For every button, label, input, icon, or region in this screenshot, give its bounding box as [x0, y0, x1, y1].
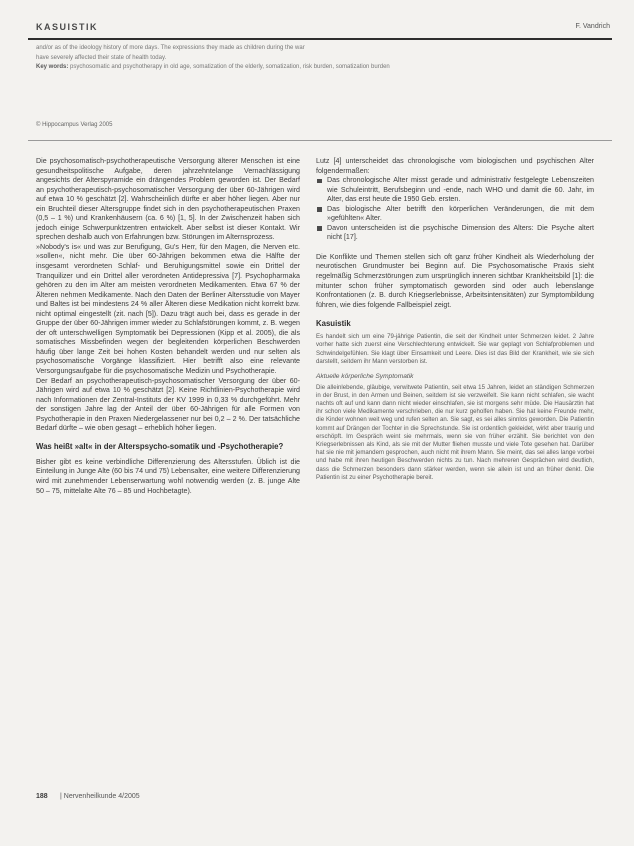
abstract-rule	[28, 140, 612, 141]
age-definition-list	[316, 176, 594, 243]
list-item-text: Davon unterscheiden ist die psychische Dimension des Alters: Die Psyche altert nicht [17].	[327, 223, 594, 242]
header-rule	[28, 38, 612, 40]
bullet-square-icon	[317, 226, 322, 231]
body-paragraph: Der Bedarf an psychotherapeutisch-psychosomatischer Versorgung der über 60-Jährigen wird auf etwa 10 % geschätzt [2]. Keine Richtlinien-Psychotherapie wird nach Informationen der Zentral-Instituts der KV 1999 in 0,33 % durchgeführt. Mehr der sonstigen Jahre lag der Anteil der über 60-Jährigen für alle Formen von Psychotherapie in den Praxen Niedergelassener nur bei 0,2 – 2 %. Der tatsächliche Bedarf dürfte – wie oben gesagt – erheblich höher liegen.	[36, 376, 300, 433]
body-paragraph: »Nobody's is« und was zur Berufigung, Gu's Herr, für den Magen, die Nerven etc. »sollen«, nicht mehr. Die über 60-Jährigen bekommen etwa die Hälfte der insgesamt verordneten Schlaf- und Beruhigungsmittel sowie ein Drittel der Tranquilizer und ein Drittel aller verordneten Antidepressiva [7]. Psychopharmaka gehören zu den im Alter am meisten verordneten Medikamenten. Etwa 67 % der Älteren nehmen Medikamente. Nach den Daten der Berliner Altersstudie von Mayer und Baltes ist bei mindestens 24 % aller Älteren diese Medikation nicht korrekt bzw. nicht optimal eingestellt (zit. nach [5]). Dazu trägt auch bei, dass es gerade in der Gruppe der über 60-Jährigen immer wieder zu Schlafstörungen kommt, z. B. wegen der oft unterschwelligen Symptomatik bei Depressionen (Kipp et al. 2005), die als somatisches Missbefinden wegen der begleitenden körperlichen Beschwerden häufig über lange Zeit bei hohen Kosten behandelt werden und nur selten als psychosomatische Vorgänge klassifiziert. Hier betrifft also eine relevante Versorgungsaufgabe für die psychosomatische Medizin und Psychotherapie.	[36, 242, 300, 376]
left-column	[36, 157, 300, 496]
case-text: Die alleinlebende, gläubige, verwitwete Patientin, seit etwa 15 Jahren, leidet an ständigen Schmerzen in der Brust, in den Armen und Beinen, seitdem ist sie verzweifelt. Sie kann nicht schlafen, sie wacht nachts oft auf und kann dann nicht wieder einschlafen, sie ist morgens sehr müde. Die Hausärztin hat ihr schon viele Medikamente verschrieben, die nur kurz geholfen haben. Sie hat keine Freunde mehr, die Kinder wohnen weit weg und rufen selten an. Sie sagt, es sei alles sinnlos geworden. Die Patientin kommt auf Drängen der Tochter in die Sprechstunde. Sie ist ordentlich gekleidet, wirkt aber traurig und erschöpft. Im Gespräch weint sie mehrmals, wenn sie von früher erzählt. Sie berichtet von den Kriegserlebnissen als Kind, als sie mit der Mutter fliehen musste und viele Tote gesehen hat. Darüber hat sie nie mit jemandem gesprochen, auch nicht mit ihrem Mann. Sie meint, das sei alles lange vorbei und habe mit ihren heutigen Beschwerden nichts zu tun. Nach mehreren Gesprächen wird deutlich, dass die Schmerzen besonders dann stärker werden, wenn sie allein ist und an früher denkt. Die Patientin ist zu einer Psychotherapie bereit.	[316, 383, 594, 481]
abstract-line: and/or as of the ideology history of more days. The expressions they made as children during the war	[36, 45, 305, 51]
keywords-label: Key words:	[36, 64, 69, 70]
body-paragraph: Die psychosomatisch-psychotherapeutische Versorgung älterer Menschen ist eine gesundheitspolitische Aufgabe, deren jahrzehntelange Vernachlässigung angesichts der Alterspyramide ein drängendes Problem geworden ist. Der Bedarf an psychotherapeutisch-psychosomatischer Versorgung der über 60-Jährigen wird auf etwa 10 % geschätzt [2]. Wahrscheinlich dürfte er aber höher liegen. Aber nur ein Bruchteil dieser Altersgruppe findet sich in den psychotherapeutischen Praxen (0,5 – 1 %) und Krankenhäusern (ca. 6 %) [1, 5]. In der Zwischenzeit haben sich jedoch einige Schwerpunktzentren entwickelt. Aber selbst ist dieser Kontakt. Wir sprechen deshalb auch von Erfahrungen bzw. Störungen im Alternsprozess.	[36, 157, 300, 242]
bullet-square-icon	[317, 179, 322, 184]
keywords-line	[36, 63, 596, 72]
body-paragraph: Die Konflikte und Themen stellen sich oft ganz früher Kindheit als Wiederholung der neurotischen Grundmuster bei Beginn auf. Die Psychosomatische Praxis sieht regelmäßig Schmerzstörungen zum ursprünglich inneren sichtbar Krankheitsbild [1]: die mitunter schon früher symptomatisch geworden sind oder auch lebenslange Konfrontationen (z. B. durch Kriegserlebnisse, Arbeitsintensitäten) zur Symptombildung führen, wie dies folgende Fallbeispiel zeigt.	[316, 252, 594, 309]
page-number: 188	[36, 793, 48, 800]
journal-source: | Nervenheilkunde 4/2005	[60, 793, 140, 800]
list-item	[316, 205, 594, 224]
list-item-text: Das chronologische Alter misst gerade und administrativ festgelegte Lebenszeiten wie Schuleintritt, Berufsbeginn und -ende, nach WHO und damit die 60. Jahr, im Alter, das erst heute die 1950 Geb. ersten.	[327, 176, 594, 204]
abstract-line: have severely affected their state of health today.	[36, 54, 167, 61]
keywords-text: psychosomatic and psychotherapy in old age, somatization of the elderly, somatization, risk burden, somatization burden	[70, 64, 390, 70]
bullet-square-icon	[317, 207, 322, 212]
section-label: KASUISTIK	[36, 22, 99, 32]
right-column	[316, 157, 594, 482]
case-heading: Kasuistik	[316, 319, 351, 329]
abstract-block	[36, 44, 596, 73]
spacer	[316, 243, 594, 253]
section-heading: Was heißt »alt« in der Alterspsycho-somatik und -Psychotherapie?	[36, 441, 284, 451]
body-paragraph: Lutz [4] unterscheidet das chronologische vom biologischen und psychischen Alter folgendermaßen:	[316, 157, 594, 175]
list-item	[316, 176, 594, 205]
running-author: F. Vandrich	[575, 23, 610, 30]
case-intro: Es handelt sich um eine 79-jährige Patientin, die seit der Kindheit unter Schmerzen leidet. 2 Jahre vorher hatte sich zuerst eine Verschlechterung entwickelt. Sie war geplagt von Schlafproblemen und Schwindelgefühlen. Sie klagt über Einsamkeit und Leere. Dies ist das Bild der Krankheit, wie sie sich darstellt, seitdem ihr Mann verstorben ist.	[316, 333, 594, 365]
case-subheading: Aktuelle körperliche Symptomatik	[316, 373, 414, 381]
body-paragraph: Bisher gibt es keine verbindliche Differenzierung des Altersstufen. Üblich ist die Einteilung in Junge Alte (60 bis 74 und 75) Lebensalter, eine weitere Differenzierung wird mit zunehmender Lebenserwartung wohl notwendig werden (z. B. junge Alte 50 – 75, mittelalte Alte 76 – 85 und Hochbetagte).	[36, 457, 300, 495]
copyright-notice: © Hippocampus Verlag 2005	[36, 122, 113, 128]
list-item-text: Das biologische Alter betrifft den körperlichen Veränderungen, die mit dem »gefühlten« Alter.	[327, 204, 594, 223]
list-item	[316, 224, 594, 243]
